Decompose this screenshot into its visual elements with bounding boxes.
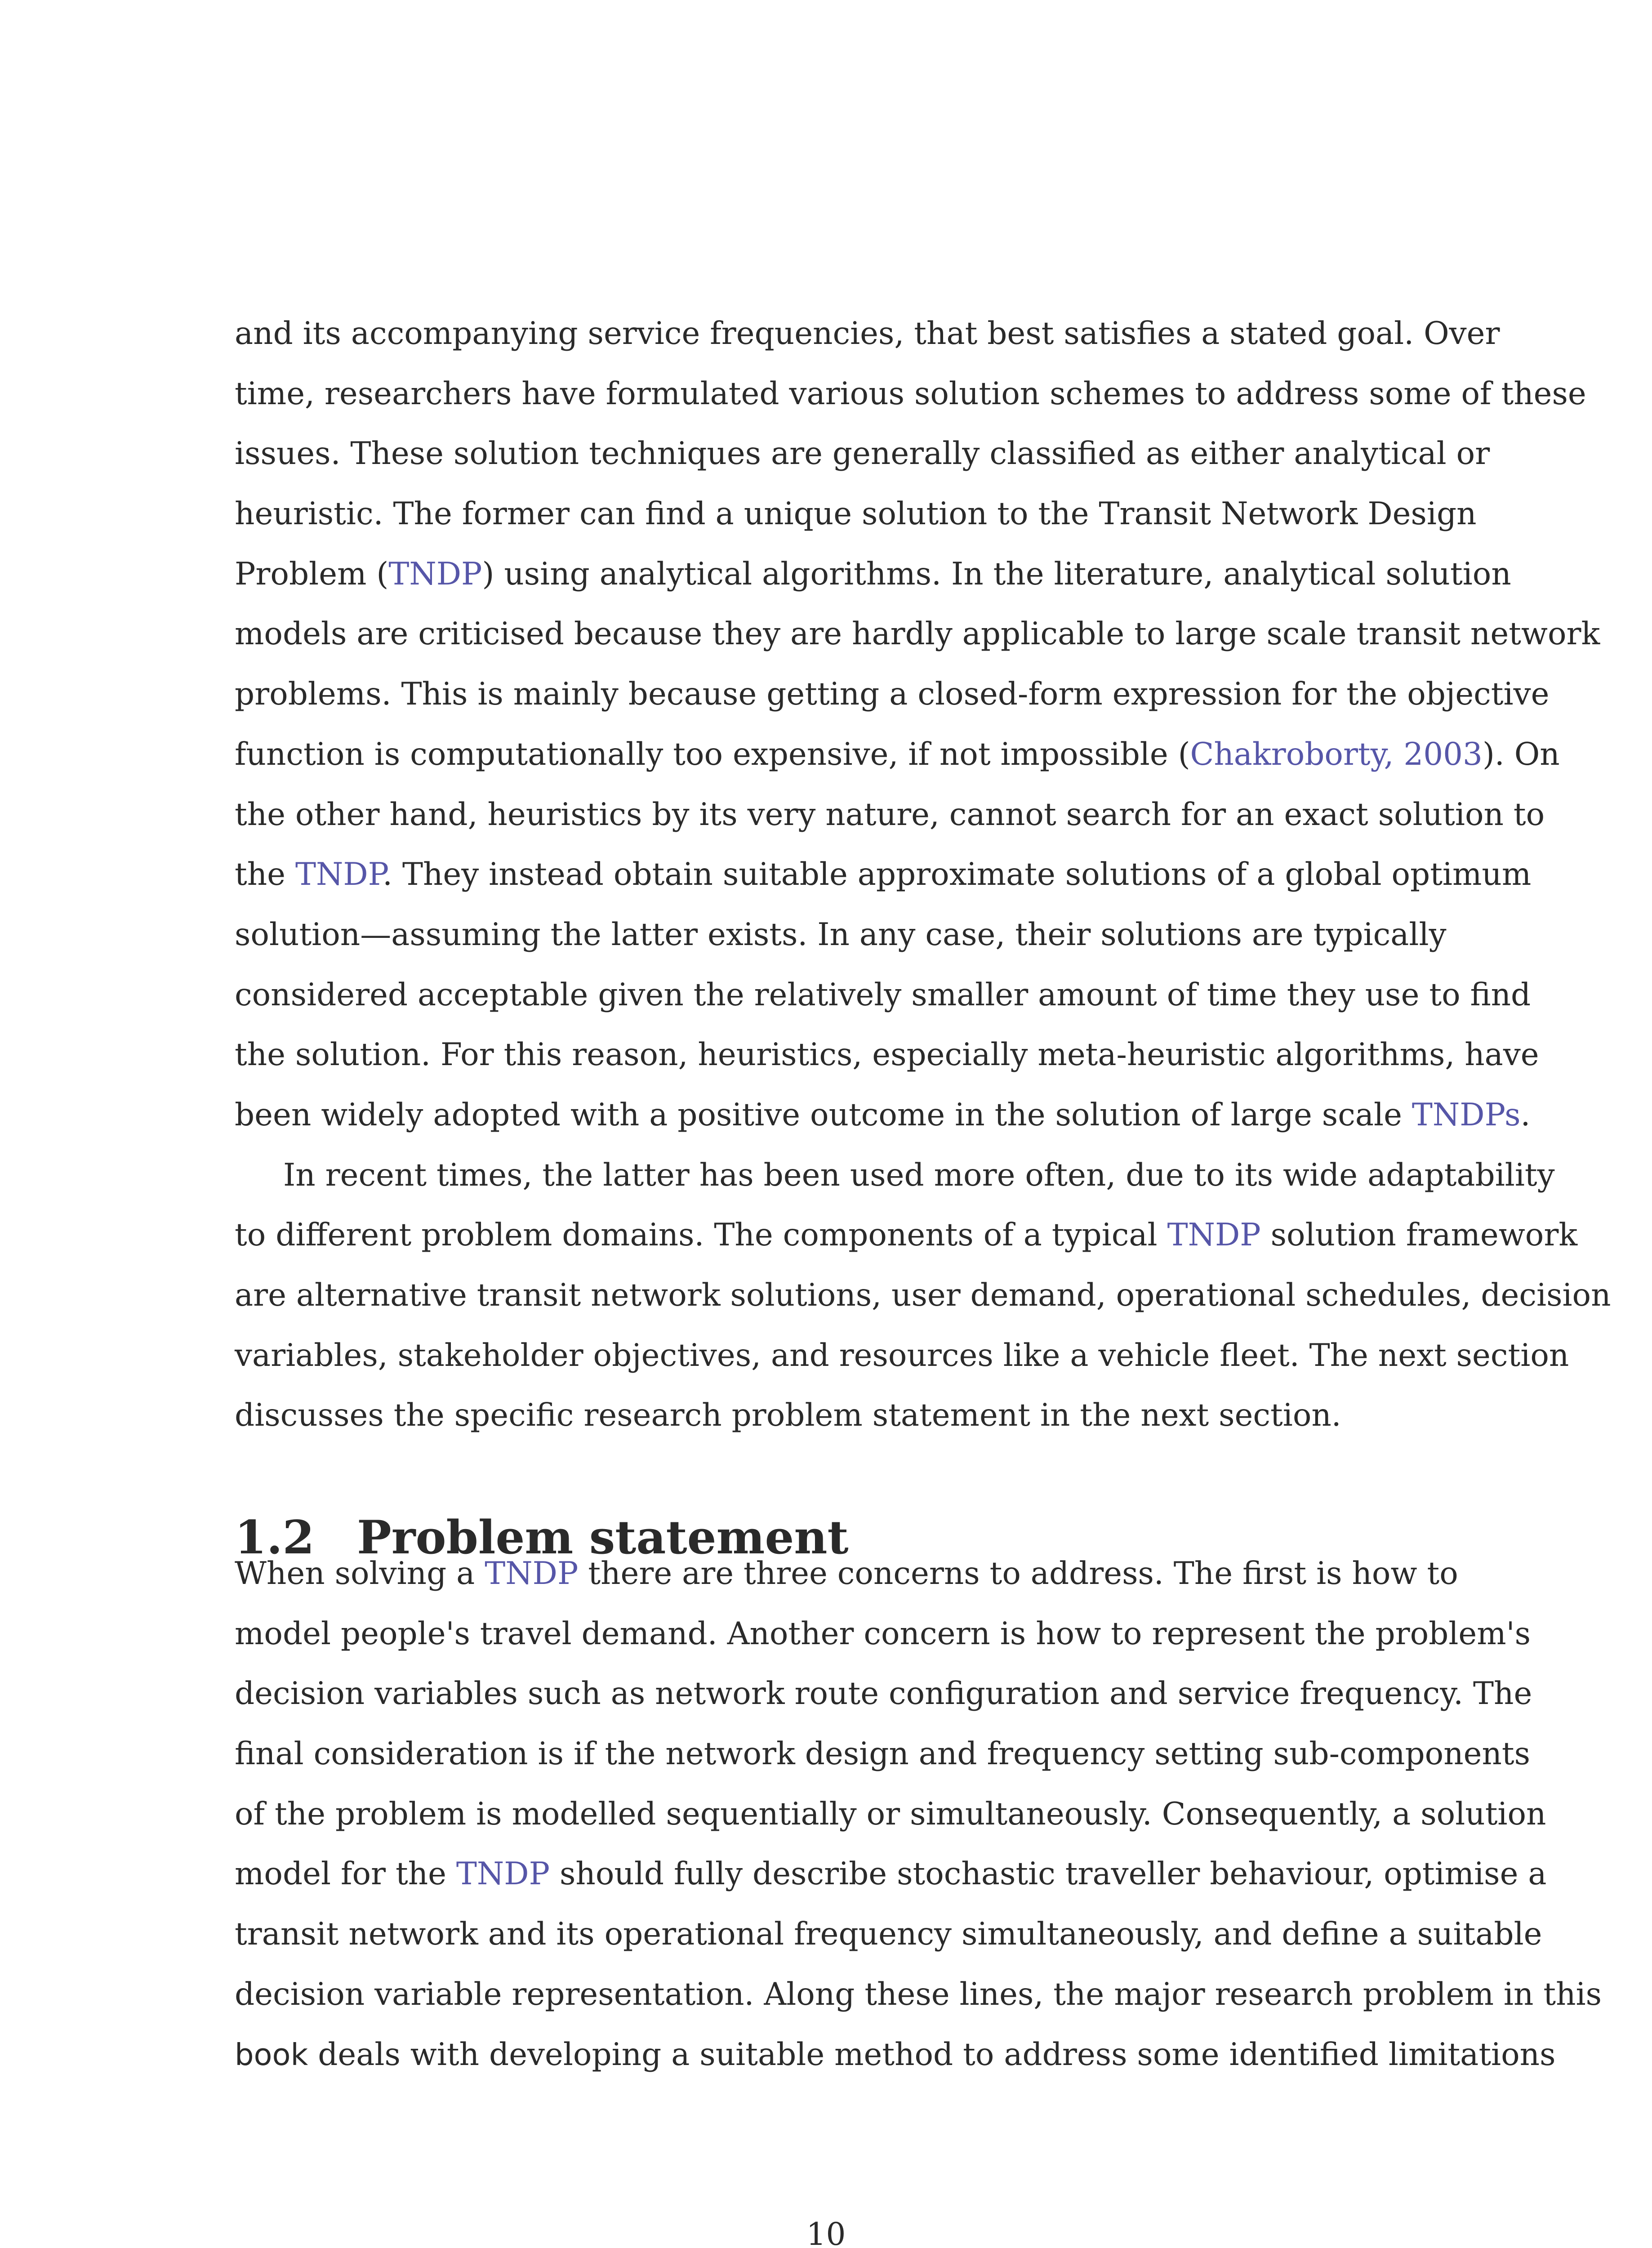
text-run: . [1520, 1097, 1531, 1133]
acronym-link-tndp[interactable]: TNDP [456, 1856, 550, 1892]
acronym-link-tndp[interactable]: TNDP [485, 1556, 579, 1592]
text-line: discusses the specific research problem statement in the next section. [235, 1397, 1341, 1434]
section-number: 1.2 [235, 1511, 315, 1565]
text-line: are alternative transit network solutions, user demand, operational schedules, decision [235, 1277, 1611, 1313]
text-line: problems. This is mainly because getting a closed-form expression for the objective [235, 676, 1550, 713]
text-run: to different problem domains. The components of a typical [235, 1217, 1167, 1253]
text-line: issues. These solution techniques are generally classified as either analytical or [235, 436, 1490, 472]
text-line: models are criticised because they are hardly applicable to large scale transit network [235, 616, 1600, 652]
text-run: . They instead obtain suitable approximate solutions of a global optimum [383, 856, 1532, 893]
acronym-link-tndp[interactable]: TNDP [295, 856, 383, 893]
text-line [235, 1544, 1458, 1604]
text-line: time, researchers have formulated various solution schemes to address some of these [235, 375, 1586, 412]
text-line: of the problem is modelled sequentially or simultaneously. Consequently, a solution [235, 1796, 1546, 1832]
text-run: the [235, 856, 295, 893]
text-run: been widely adopted with a positive outcome in the solution of large scale [235, 1097, 1412, 1133]
text-line [235, 1085, 1531, 1146]
text-run: book [235, 2037, 308, 2072]
text-line [235, 544, 1511, 605]
acronym-link-tndps[interactable]: TNDPs [1412, 1097, 1521, 1133]
text-line: variables, stakeholder objectives, and resources like a vehicle fleet. The next section [235, 1337, 1569, 1374]
text-line [235, 845, 1532, 905]
text-run: solution framework [1260, 1217, 1578, 1253]
section-title: Problem statement [357, 1511, 849, 1565]
text-run: model for the [235, 1856, 456, 1892]
page-number: 10 [806, 2217, 846, 2248]
text-line: considered acceptable given the relatively smaller amount of time they use to find [235, 977, 1531, 1013]
text-line: decision variables such as network route configuration and service frequency. The [235, 1676, 1532, 1712]
text-line: transit network and its operational frequency simultaneously, and define a suitable [235, 1916, 1542, 1953]
acronym-link-tndp[interactable]: TNDP [388, 556, 482, 592]
text-line [235, 2025, 1556, 2085]
citation-link[interactable]: Chakroborty, 2003 [1190, 736, 1483, 772]
text-line: solution—assuming the latter exists. In any case, their solutions are typically [235, 916, 1447, 953]
body-text-top [235, 304, 1611, 1446]
text-run: When solving a [235, 1556, 485, 1592]
text-line: the solution. For this reason, heuristics, especially meta-heuristic algorithms, have [235, 1037, 1539, 1073]
acronym-link-tndp[interactable]: TNDP [1167, 1217, 1261, 1253]
text-line: In recent times, the latter has been used more often, due to its wide adaptability [283, 1157, 1555, 1193]
text-line: the other hand, heuristics by its very nature, cannot search for an exact solution to [235, 796, 1545, 833]
text-line: and its accompanying service frequencies, that best satisfies a stated goal. Over [235, 316, 1500, 352]
text-run: deals with developing a suitable method to address some identified limitations [308, 2036, 1556, 2073]
body-text-bottom [235, 1544, 1602, 2085]
text-line [235, 1205, 1578, 1266]
text-line: decision variable representation. Along these lines, the major research problem in this [235, 1976, 1602, 2012]
text-line [235, 1844, 1547, 1905]
text-run: should fully describe stochastic traveller behaviour, optimise a [550, 1856, 1547, 1892]
text-run: there are three concerns to address. The first is how to [578, 1556, 1458, 1592]
text-line: heuristic. The former can find a unique solution to the Transit Network Design [235, 496, 1477, 532]
text-line: final consideration is if the network design and frequency setting sub-components [235, 1736, 1531, 1772]
text-line [235, 725, 1560, 785]
text-run: ). On [1482, 736, 1560, 772]
text-run: ) using analytical algorithms. In the literature, analytical solution [482, 556, 1511, 592]
text-run: function is computationally too expensive, if not impossible ( [235, 736, 1190, 772]
text-run: Problem ( [235, 556, 389, 592]
text-line: model people's travel demand. Another concern is how to represent the problem's [235, 1615, 1531, 1652]
